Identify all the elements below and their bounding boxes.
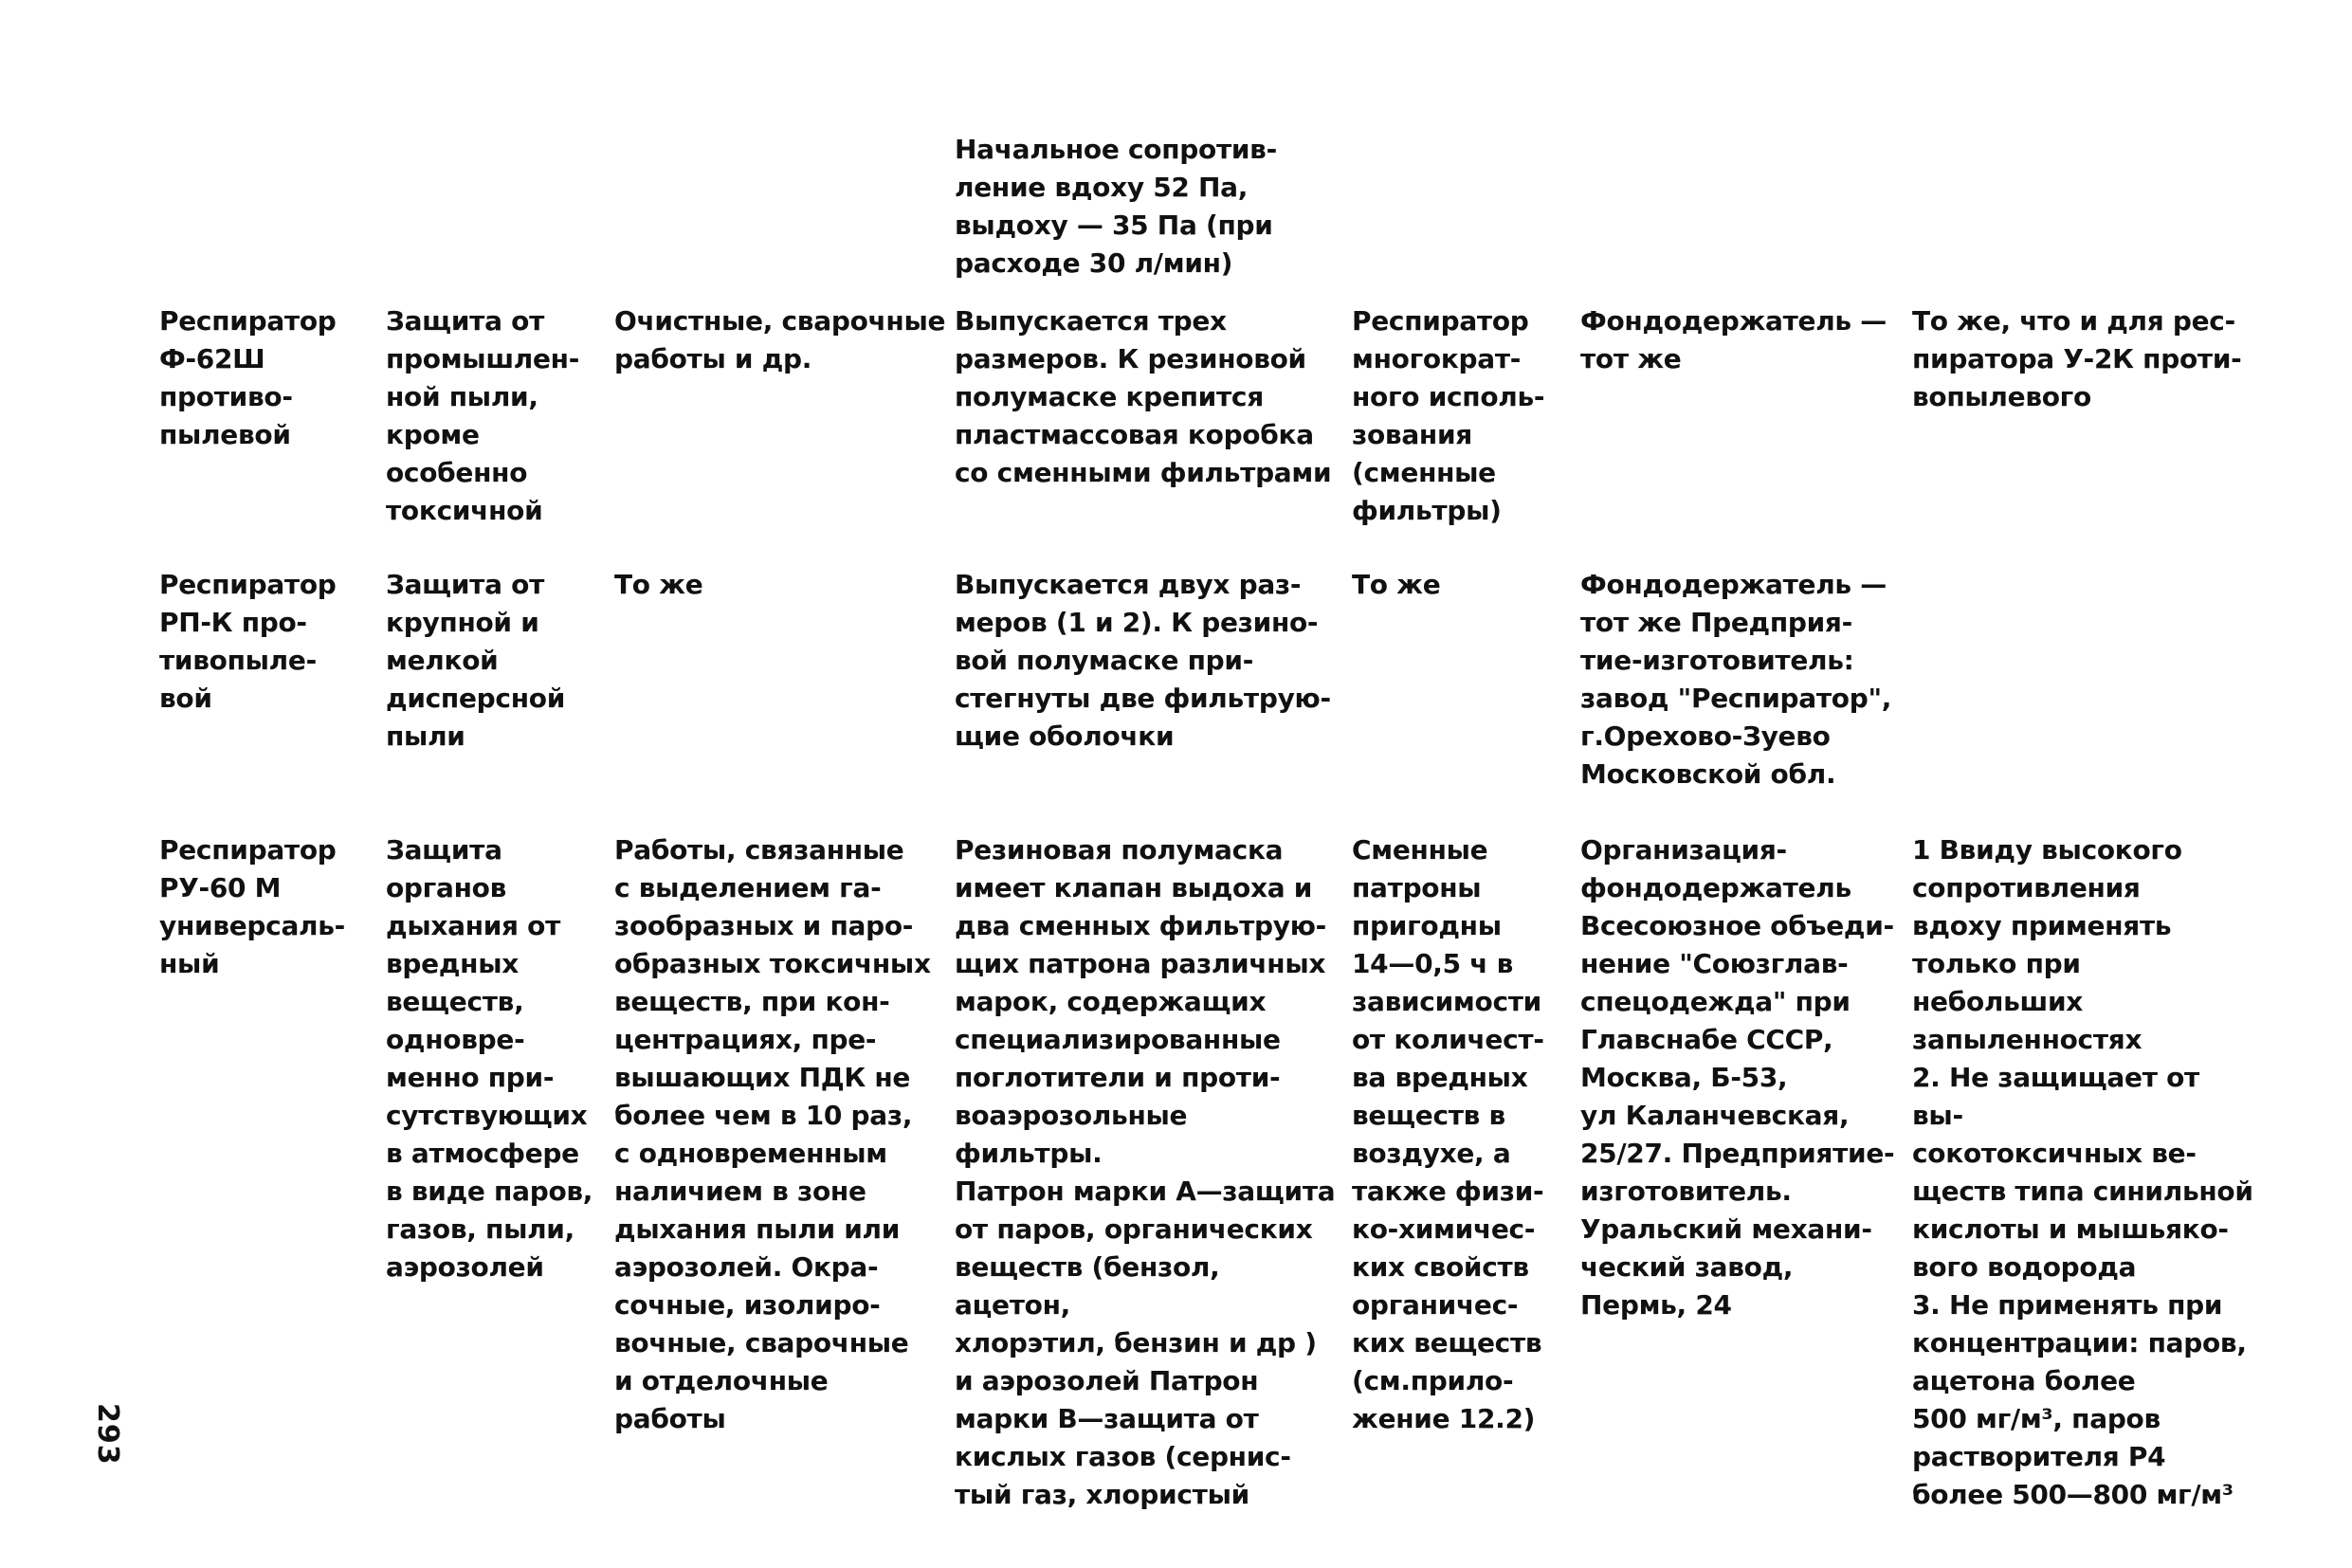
- table-cell-application: Работы, связанные с выделением га- зообразных и паро- образных токсичных веществ, при кон- центрациях, пре- вышающих ПДК не более чем в 10 раз, с одновременным наличием в зоне дыхания пыли или аэрозолей. Окра- сочные, изолиро- вочные, сварочные и отделочные работы: [614, 834, 931, 1434]
- table-cell-purpose: Защита от крупной и мелкой дисперсной пыли: [386, 569, 566, 752]
- table-cell-holder: Фондодержатель — тот же: [1580, 305, 1887, 374]
- table-cell-name: Респиратор РУ-60 М универсаль- ный: [159, 834, 345, 979]
- table-cell-holder: Организация- фондодержатель Всесоюзное объеди- нение "Союзглав- спецодежда" при Главснабе СССР, Москва, Б-53, ул Каланчевская, 25/27. Предприятие- изготовитель. Уральский механи- ческий завод, Пермь, 24: [1580, 834, 1895, 1321]
- table-cell-features: Выпускается трех размеров. К резиновой полумаске крепится пластмассовая коробка со сменными фильтрами: [955, 305, 1332, 488]
- table-cell-name: Респиратор РП-К про- тивопыле- вой: [159, 569, 337, 714]
- table-cell-notes: 1 Ввиду высокого сопротивления вдоху применять только при небольших запыленностях 2. Не защищает от вы- сокотоксичных ве- ществ типа синильной кислоты и мышьяко- вого водорода 3. Не применять при концентрации: паров, ацетона более 500 мг/м³, паров растворителя Р4 более 500—800 мг/м³: [1912, 834, 2253, 1510]
- table-cell-features: Выпускается двух раз- меров (1 и 2). К резино- вой полумаске при- стегнуты две фильтрую- щие оболочки: [955, 569, 1331, 752]
- table-cell-service-life: То же: [1352, 569, 1441, 600]
- table-cell-name: Респиратор Ф-62Ш противо- пылевой: [159, 305, 337, 450]
- table-cell-purpose: Защита органов дыхания от вредных веществ, одновре- менно при- сутствующих в атмосфере в виде паров, газов, пыли, аэрозолей: [386, 834, 593, 1283]
- table-cell-features: Резиновая полумаска имеет клапан выдоха и два сменных фильтрую- щих патрона различных марок, содержащих специализированные поглотители и проти- воаэрозольные фильтры. Патрон марки А—защита от паров, органических веществ (бензол, ацетон, хлорэтил, бензин и др ) и аэрозолей Патрон марки В—защита от кислых газов (сернис- тый газ, хлористый: [955, 834, 1336, 1510]
- table-cell-holder: Фондодержатель — тот же Предприя- тие-изготовитель: завод "Респиратор", г.Орехово-Зуево Московской обл.: [1580, 569, 1892, 790]
- table-cell-application: То же: [614, 569, 703, 600]
- page-number: 293: [91, 1403, 124, 1466]
- table-cell-service-life: Сменные патроны пригодны 14—0,5 ч в зависимости от количест- ва вредных веществ в воздухе, а также физи- ко-химичес- ких свойств органичес- ких веществ (см.прило- жение 12.2): [1352, 834, 1544, 1434]
- table-cell-service-life: Респиратор многократ- ного исполь- зования (сменные фильтры): [1352, 305, 1545, 526]
- table-cell-application: Очистные, сварочные работы и др.: [614, 305, 946, 374]
- table-cell-features-carryover: Начальное сопротив- ление вдоху 52 Па, выдоху — 35 Па (при расходе 30 л/мин): [955, 134, 1277, 279]
- table-cell-notes: То же, что и для рес- пиратора У-2К проти- вопылевого: [1912, 305, 2242, 412]
- table-cell-purpose: Защита от промышлен- ной пыли, кроме особенно токсичной: [386, 305, 580, 526]
